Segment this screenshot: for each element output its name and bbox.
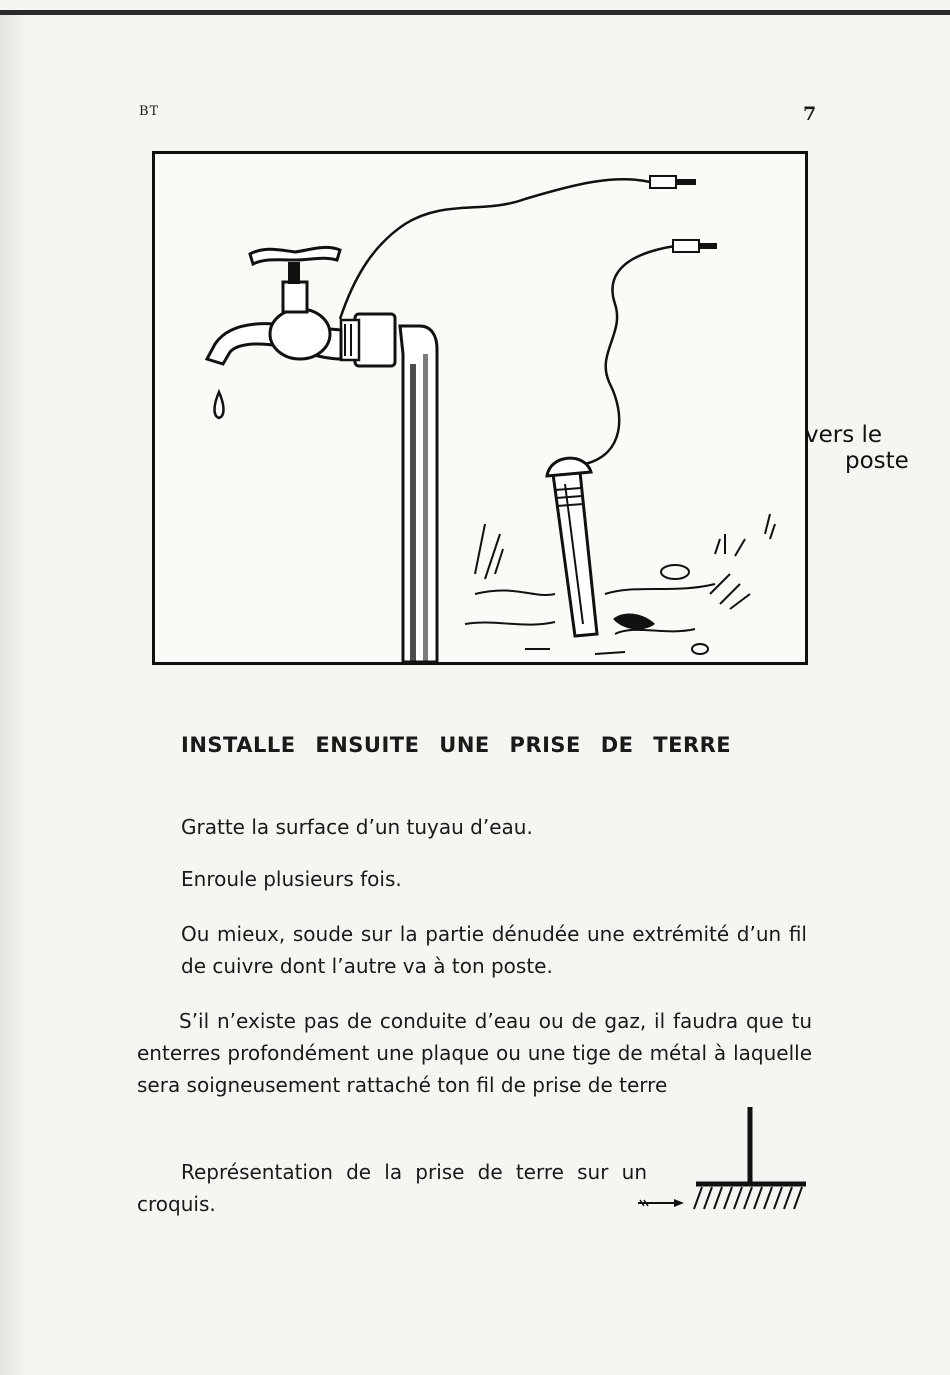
page-number: 7 [803, 103, 817, 125]
figure-caption [805, 422, 945, 474]
paragraph-5: Représentation de la prise de terre sur un croquis. [137, 1160, 647, 1216]
paragraph-3: Ou mieux, soude sur la partie dénudée une extrémité d’un fil de cuivre dont l’autre va à ton poste. [181, 922, 807, 978]
paragraph-4: S’il n’existe pas de conduite d’eau ou de gaz, il faudra que tu enterres profondément une plaque ou une tige de métal à laquelle sera soigneusement rattaché ton fil de prise de terre [137, 1009, 812, 1097]
paragraph-1: Gratte la surface d’un tuyau d’eau. [181, 815, 533, 839]
ground-sketch [465, 514, 775, 654]
pointer-arrow-icon [638, 1199, 684, 1207]
tap-handle [250, 247, 340, 264]
page-binding-edge [0, 14, 24, 1375]
wire-connector-icon-top [650, 176, 696, 188]
illustration-frame [152, 151, 909, 665]
wire-to-tap [340, 179, 650, 319]
top-rule [0, 10, 950, 15]
water-drop [215, 392, 224, 418]
water-pipe [400, 326, 437, 662]
tap-and-earth-illustration [155, 154, 805, 662]
header-series-label: BT [139, 104, 160, 119]
wire-to-stake [585, 246, 675, 464]
paragraph-2: Enroule plusieurs fois. [181, 867, 402, 891]
caption-line-1: vers le [805, 422, 883, 448]
pipe-nut [355, 314, 395, 366]
caption-line-2: poste [845, 448, 909, 474]
earth-ground-symbol-icon [630, 1105, 810, 1215]
section-heading: INSTALLE ENSUITE UNE PRISE DE TERRE [181, 733, 732, 757]
wire-connector-icon-lower [673, 240, 717, 252]
